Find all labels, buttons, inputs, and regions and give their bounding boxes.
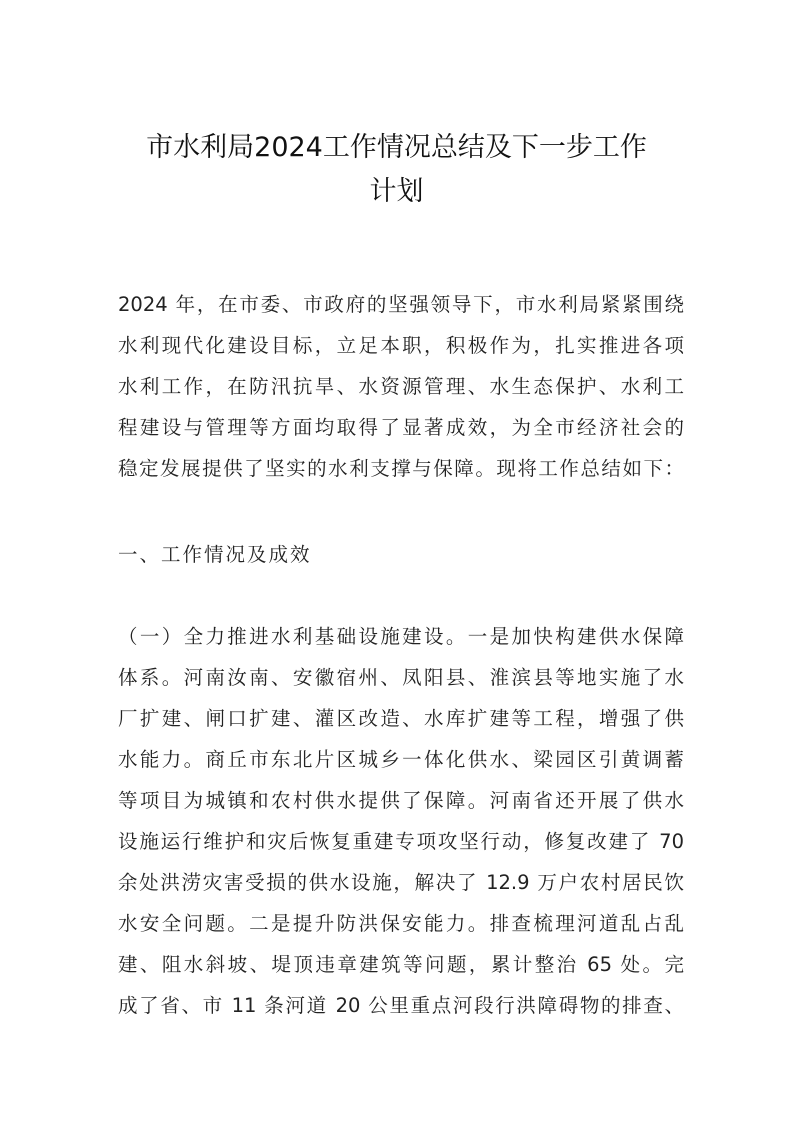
text-line: 等项目为城镇和农村供水提供了保障。河南省还开展了供水 <box>118 789 684 812</box>
text-line: 建、阻水斜坡、堤顶违章建筑等问题，累计整治 65 处。完 <box>118 953 684 976</box>
text-line: 程建设与管理等方面均取得了显著成效，为全市经济社会的 <box>118 416 684 439</box>
text-line: 2024 年，在市委、市政府的坚强领导下，市水利局紧紧围绕 <box>118 293 684 316</box>
text-line: 水利工作，在防汛抗旱、水资源管理、水生态保护、水利工 <box>118 375 684 398</box>
text-line: 厂扩建、闸口扩建、灌区改造、水库扩建等工程，增强了供 <box>118 707 684 730</box>
text-line: 设施运行维护和灾后恢复重建专项攻坚行动，修复改建了 70 <box>118 830 684 853</box>
text-line: 成了省、市 11 条河道 20 公里重点河段行洪障碍物的排查、 <box>118 994 684 1017</box>
text-line: （一）全力推进水利基础设施建设。一是加快构建供水保障 <box>118 625 684 648</box>
text-line: 水利现代化建设目标，立足本职，积极作为，扎实推进各项 <box>118 334 684 357</box>
section1-paragraph <box>118 616 684 1026</box>
text-line: 余处洪涝灾害受损的供水设施，解决了 12.9 万户农村居民饮 <box>118 871 684 894</box>
title-line-1: 市水利局2024工作情况总结及下一步工作 <box>146 132 647 163</box>
text-line: 体系。河南汝南、安徽宿州、凤阳县、淮滨县等地实施了水 <box>118 666 684 689</box>
text-line: 水安全问题。二是提升防洪保安能力。排查梳理河道乱占乱 <box>118 912 684 935</box>
text-line: 稳定发展提供了坚实的水利支撑与保障。现将工作总结如下： <box>118 457 684 480</box>
section-heading: 一、工作情况及成效 <box>118 543 312 566</box>
intro-paragraph <box>118 284 684 489</box>
text-line: 水能力。商丘市东北片区城乡一体化供水、梁园区引黄调蓄 <box>118 748 684 771</box>
title-line-2: 计划 <box>369 176 424 207</box>
